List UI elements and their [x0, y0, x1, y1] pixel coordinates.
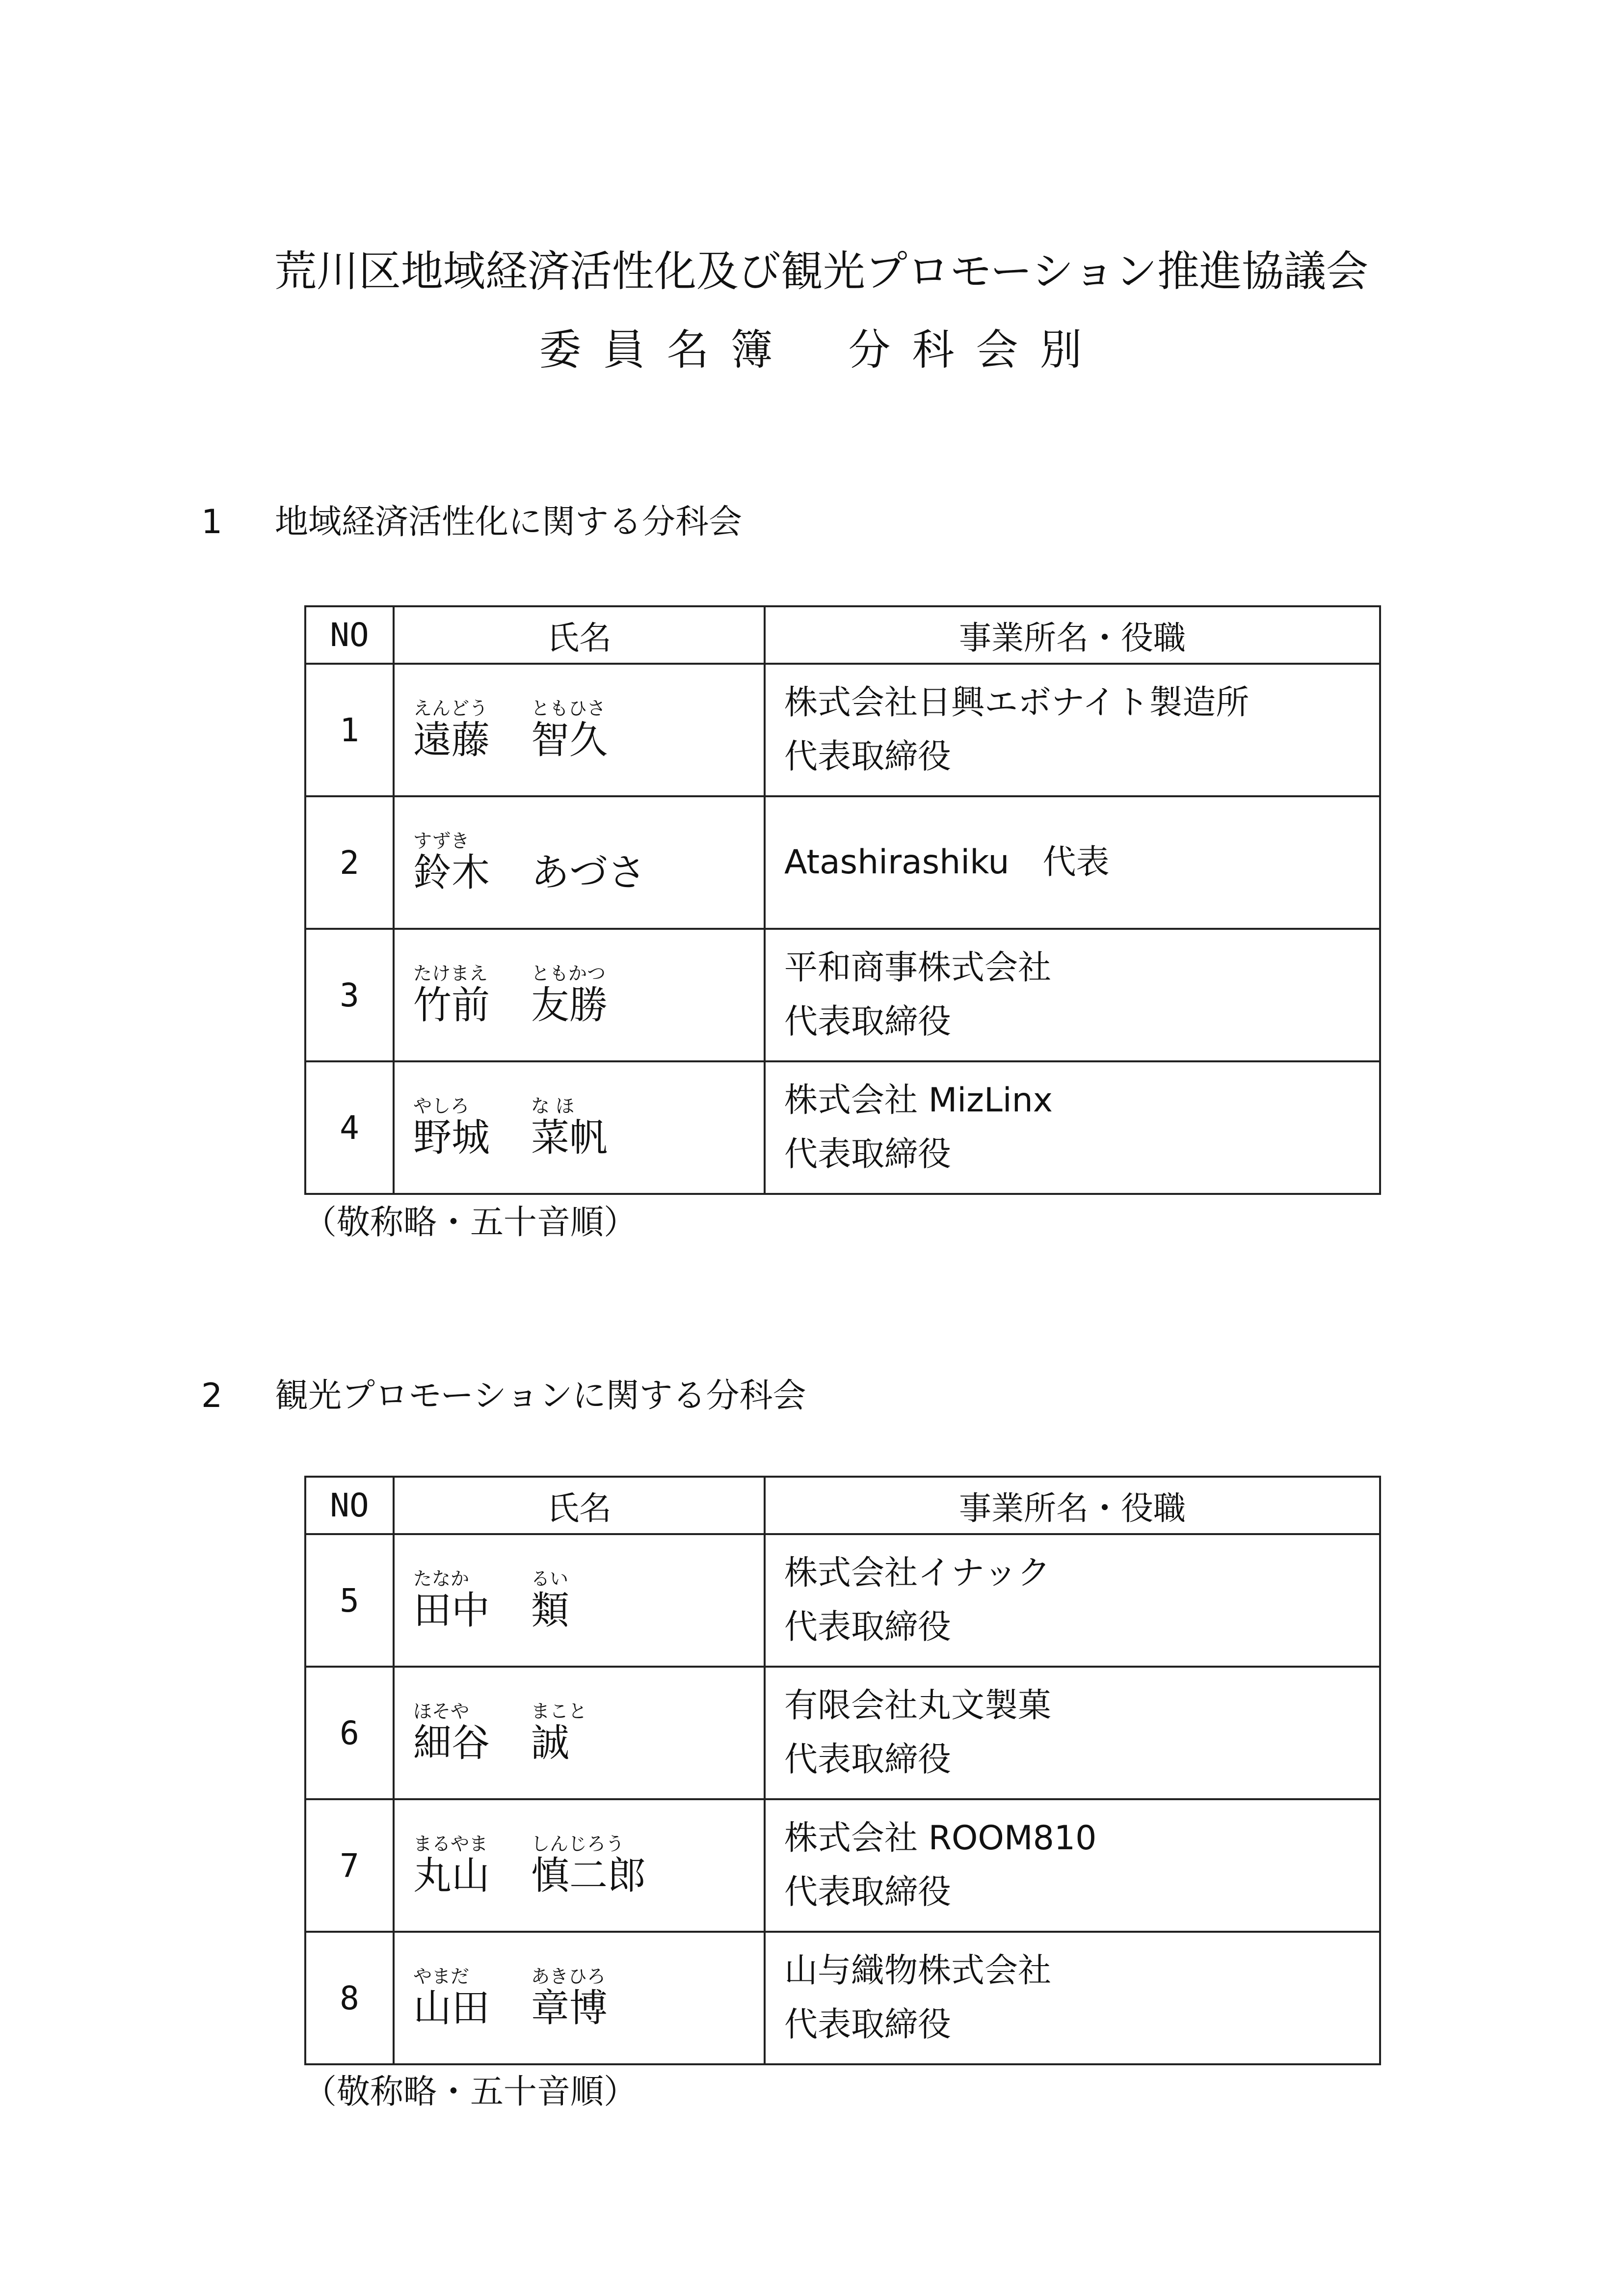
table-header-row [305, 1477, 1380, 1534]
member-org-cell [765, 1534, 1380, 1667]
org-role: 代表取締役 [784, 1135, 952, 1174]
member-no: 6 [305, 1667, 394, 1799]
table-row [305, 929, 1380, 1061]
family-ruby: たなか [413, 1568, 470, 1590]
name-kanji [413, 1591, 569, 1631]
org-name: 株式会社 MizLinx [784, 1080, 1053, 1120]
member-org-cell [765, 796, 1380, 929]
name-kanji [413, 718, 608, 763]
member-table-1 [304, 605, 1381, 1195]
family-name: 鈴木 [413, 851, 490, 895]
member-org-cell [765, 1667, 1380, 1799]
member-name-cell [394, 1799, 765, 1932]
member-name-cell [394, 1667, 765, 1799]
org-role: 代表取締役 [784, 737, 952, 776]
name-kanji [413, 1721, 587, 1766]
given-ruby: ともかつ [531, 963, 606, 985]
org-role: 代表取締役 [784, 1608, 952, 1647]
member-org-cell [765, 1932, 1380, 2064]
table-row [305, 1932, 1380, 2064]
table-row [305, 796, 1380, 929]
header-org: 事業所名・役職 [765, 1477, 1380, 1534]
family-ruby: ほそや [413, 1701, 470, 1723]
given-ruby: あきひろ [531, 1966, 606, 1988]
given-name: あづさ [531, 851, 646, 895]
table-row [305, 1534, 1380, 1667]
given-name: 類 [531, 1589, 570, 1633]
given-ruby: な ほ [531, 1095, 575, 1117]
member-name-cell [394, 1534, 765, 1667]
member-org-cell [765, 1799, 1380, 1932]
given-ruby: しんじろう [531, 1833, 625, 1855]
org-name: 有限会社丸文製菓 [784, 1686, 1052, 1725]
given-name: 章博 [531, 1986, 608, 2031]
org-role: 代表取締役 [784, 1740, 952, 1779]
honorific-note: （敬称略・五十音順） [303, 1203, 638, 1242]
given-name: 菜帆 [531, 1116, 608, 1161]
family-ruby: えんどう [413, 698, 488, 720]
name-ruby [413, 699, 608, 721]
given-name: 誠 [531, 1721, 570, 1766]
member-no: 1 [305, 664, 394, 796]
name-ruby [413, 964, 608, 986]
family-ruby: まるやま [413, 1833, 488, 1855]
family-name: 丸山 [413, 1854, 490, 1898]
member-no: 3 [305, 929, 394, 1061]
section-number: 2 [201, 1377, 223, 1415]
family-name: 山田 [413, 1986, 490, 2031]
member-org-cell [765, 929, 1380, 1061]
header-org: 事業所名・役職 [765, 606, 1380, 664]
org-role: 代表取締役 [784, 1002, 952, 1041]
name-kanji [413, 1856, 646, 1896]
member-no: 7 [305, 1799, 394, 1932]
header-name: 氏名 [394, 606, 765, 664]
table-row [305, 664, 1380, 796]
section-title: 地域経済活性化に関する分科会 [275, 503, 743, 541]
given-name: 友勝 [531, 983, 608, 1028]
org-name: 平和商事株式会社 [784, 948, 1052, 987]
name-ruby [413, 1835, 646, 1856]
member-name-cell [394, 796, 765, 929]
given-name: 慎二郎 [531, 1854, 646, 1898]
family-name: 野城 [413, 1116, 490, 1161]
name-ruby [413, 1569, 569, 1591]
family-name: 細谷 [413, 1721, 490, 1766]
family-ruby: やまだ [413, 1966, 470, 1988]
header-no: NO [305, 1477, 394, 1534]
section-title: 観光プロモーションに関する分科会 [275, 1377, 806, 1415]
name-kanji [413, 1118, 608, 1159]
given-ruby: るい [531, 1568, 569, 1590]
org-role: 代表取締役 [784, 2005, 952, 2044]
member-name-cell [394, 1932, 765, 2064]
header-no: NO [305, 606, 394, 664]
org-role: 代表取締役 [784, 1873, 952, 1912]
member-no: 8 [305, 1932, 394, 2064]
document-subtitle [10, 325, 1623, 375]
section-heading-2 [201, 1379, 806, 1413]
name-kanji [413, 853, 646, 893]
subtitle-right: 分科会別 [848, 325, 1104, 375]
member-no: 4 [305, 1061, 394, 1194]
given-ruby: まこと [531, 1701, 587, 1723]
family-name: 遠藤 [413, 718, 490, 763]
family-ruby: たけまえ [413, 963, 488, 985]
table-row [305, 1667, 1380, 1799]
member-no: 2 [305, 796, 394, 929]
name-kanji [413, 983, 608, 1028]
subtitle-left: 委員名簿 [539, 325, 795, 375]
document-title: 荒川区地域経済活性化及び観光プロモーション推進協議会 [274, 247, 1369, 296]
org-name: 株式会社日興エボナイト製造所 [784, 683, 1250, 722]
member-table-2 [304, 1476, 1381, 2065]
name-ruby [413, 1967, 608, 1989]
given-name: 智久 [531, 718, 608, 763]
table-row [305, 1061, 1380, 1194]
member-org-cell [765, 664, 1380, 796]
table-row [305, 1799, 1380, 1932]
member-name-cell [394, 664, 765, 796]
name-kanji [413, 1986, 608, 2031]
given-ruby: ともひさ [531, 698, 606, 720]
org-name: 株式会社 ROOM810 [784, 1818, 1097, 1858]
member-name-cell [394, 929, 765, 1061]
header-name: 氏名 [394, 1477, 765, 1534]
org-name: 株式会社イナック [784, 1553, 1051, 1593]
member-org-cell [765, 1061, 1380, 1194]
family-name: 田中 [413, 1589, 490, 1633]
honorific-note: （敬称略・五十音順） [303, 2073, 638, 2111]
member-name-cell [394, 1061, 765, 1194]
name-ruby [413, 1702, 587, 1724]
org-name: Atashirashiku 代表 [784, 842, 1110, 882]
section-number: 1 [201, 503, 223, 541]
name-ruby [413, 1097, 608, 1118]
family-name: 竹前 [413, 983, 490, 1028]
name-ruby [413, 832, 646, 853]
org-name: 山与織物株式会社 [784, 1951, 1052, 1990]
table-header-row [305, 606, 1380, 664]
family-ruby: すずき [413, 830, 470, 852]
section-heading-1 [201, 503, 743, 541]
family-ruby: やしろ [413, 1095, 470, 1117]
member-no: 5 [305, 1534, 394, 1667]
